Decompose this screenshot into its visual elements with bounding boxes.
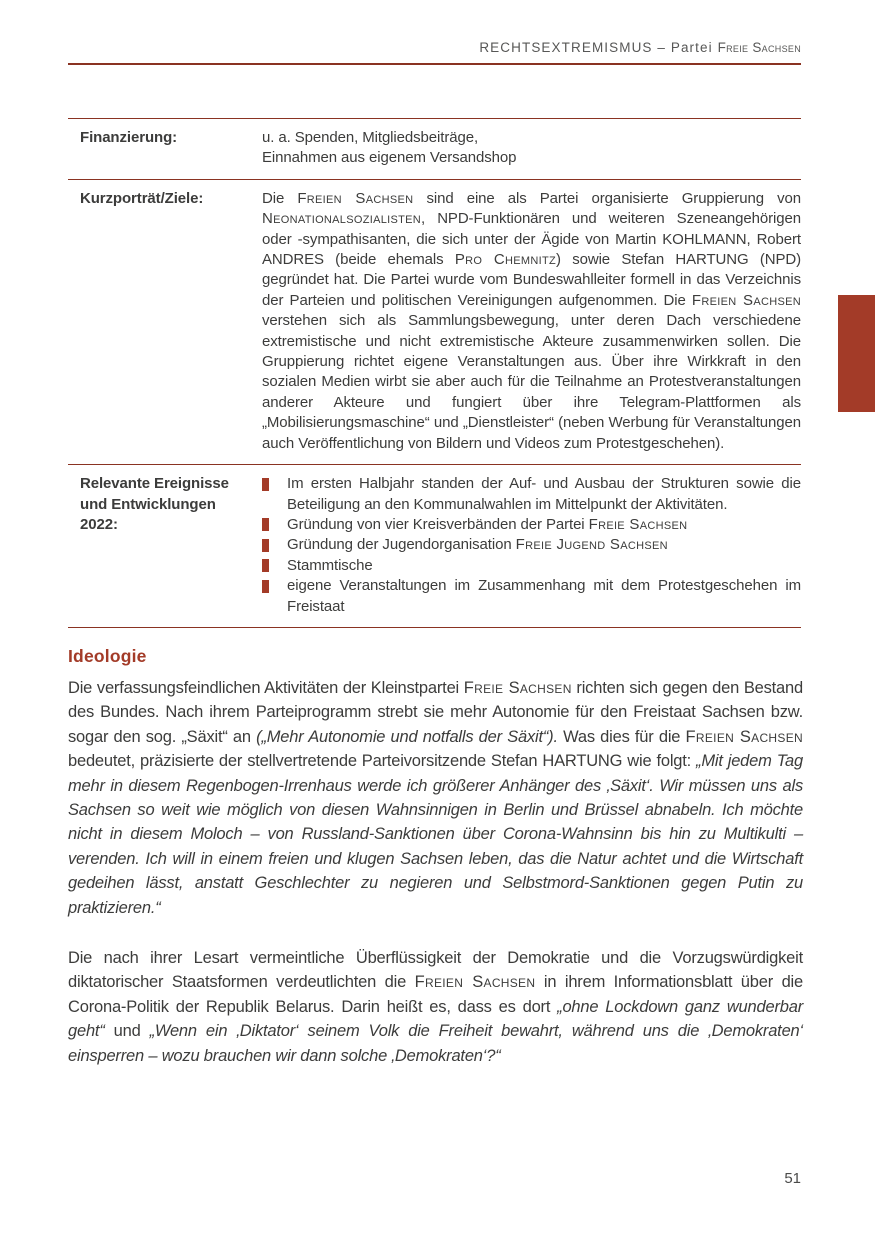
page-number: 51 [784,1170,801,1187]
table-row-finanzierung [68,119,801,180]
events-list [262,474,801,617]
table-row-ereignisse [68,465,801,628]
bullet-icon [262,580,269,593]
table-row-kurzportraet [68,180,801,465]
bullet-icon [262,518,269,531]
list-item [262,556,801,576]
profile-table [68,118,801,628]
chapter-edge-tab [838,295,875,412]
bullet-icon [262,559,269,572]
list-item-text: Gründung von vier Kreisverbänden der Partei Freie Sachsen [287,515,688,533]
list-item-text: Im ersten Halbjahr standen der Auf- und Ausbau der Strukturen sowie die Beteiligung an den Kommunalwahlen im Mittelpunkt der Aktivitäten. [287,475,801,513]
list-item-text: Stammtische [287,556,373,574]
running-header-title: RECHTSEXTREMISMUS – Partei Freie Sachsen [479,40,801,55]
list-item-text: eigene Veranstaltungen im Zusammenhang mit dem Protestgeschehen im Freistaat [287,577,801,615]
paragraph-ideologie-1: Die verfassungsfeindlichen Aktivitäten der Kleinstpartei Freie Sachsen richten sich gegen den Bestand des Bundes. Nach ihrem Parteiprogramm strebt sie mehr Autonomie für den Freistaat Sachsen bzw. sogar den sog. „Säxit“ an („Mehr Autonomie und notfalls der Säxit“). Was dies für die Freien Sachsen bedeutet, präzisierte der stellvertretende Parteivorsitzende Stefan HARTUNG wie folgt: „Mit jedem Tag mehr in diesem Regenbogen-Irrenhaus werde ich größerer Anhänger des ‚Säxit‘. Wir müssen uns als Sachsen so weit wie möglich von diesen Wahnsinnigen in Berlin und Brüssel abnabeln. Ich möchte nicht in diesem Moloch – von Russland-Sanktionen über Corona-Wahnsinn bis hin zu Multikulti – verenden. Ich will in einem freien und klugen Sachsen leben, das die Natur achtet und die Wirtschaft gedeihen lässt, anstatt Geschlechter zu negieren und Selbstmord-Sanktionen gegen Putin zu praktizieren.“ [68,679,804,917]
bullet-icon [262,478,269,491]
list-item [262,474,801,515]
list-item [262,515,801,535]
paragraph-ideologie-2: Die nach ihrer Lesart vermeintliche Überflüssigkeit der Demokratie und die Vorzugswürdigkeit diktatorischer Staatsformen verdeutlichten die Freien Sachsen in ihrem Informationsblatt über die Corona-Politik der Republik Belarus. Darin heißt es, dass es dort „ohne Lockdown ganz wunderbar geht“ und „Wenn ein ‚Diktator‘ seinem Volk die Freiheit bewahrt, während uns die ‚Demokraten‘ einsperren – wozu brauchen wir dann solche ‚Demokraten‘?“ [68,949,803,1065]
list-item [262,576,801,617]
row-value [262,474,801,617]
section-heading-ideologie: Ideologie [68,645,147,666]
bullet-icon [262,539,269,552]
row-label: Relevante Ereignisse und Entwicklungen 2022: [80,475,229,533]
row-label: Finanzierung: [80,129,178,146]
running-header [68,38,801,65]
row-label: Kurzporträt/Ziele: [80,189,204,207]
row-value: Die Freien Sachsen sind eine als Partei organisierte Gruppierung von Neonationalsozialisten, NPD-Funktionären und weiteren Szeneangehörigen oder -sympathisanten, die sich unter der Ägide von Martin KOHLMANN, Robert ANDRES (beide ehemals Pro Chemnitz) sowie Stefan HARTUNG (NPD) gegründet hat. Die Partei wurde vom Bundeswahlleiter formell in das Verzeichnis der Parteien und politischen Vereinigungen aufgenommen. Die Freien Sachsen verstehen sich als Sammlungsbewegung, unter deren Dach verschiedene extremistische und nicht extremistische Akteure zusammenwirken sollen. Die Gruppierung richtet eigene Veranstaltungen aus. Über ihre Wirkkraft in den sozialen Medien wirbt sie aber auch für die Teilnahme an Protestveranstaltungen anderer Akteure und fungiert über ihre Telegram-Plattformen als „Mobilisierungsmaschine“ und „Dienstleister“ (neben Werbung für Veranstaltungen auch Veröffentlichung von Bildern und Videos zum Protestgeschehen). [262,189,802,452]
list-item-text: Gründung der Jugendorganisation Freie Jugend Sachsen [287,536,668,554]
list-item [262,535,801,555]
row-value: u. a. Spenden, Mitgliedsbeiträge, Einnahmen aus eigenem Versandshop [262,129,517,167]
